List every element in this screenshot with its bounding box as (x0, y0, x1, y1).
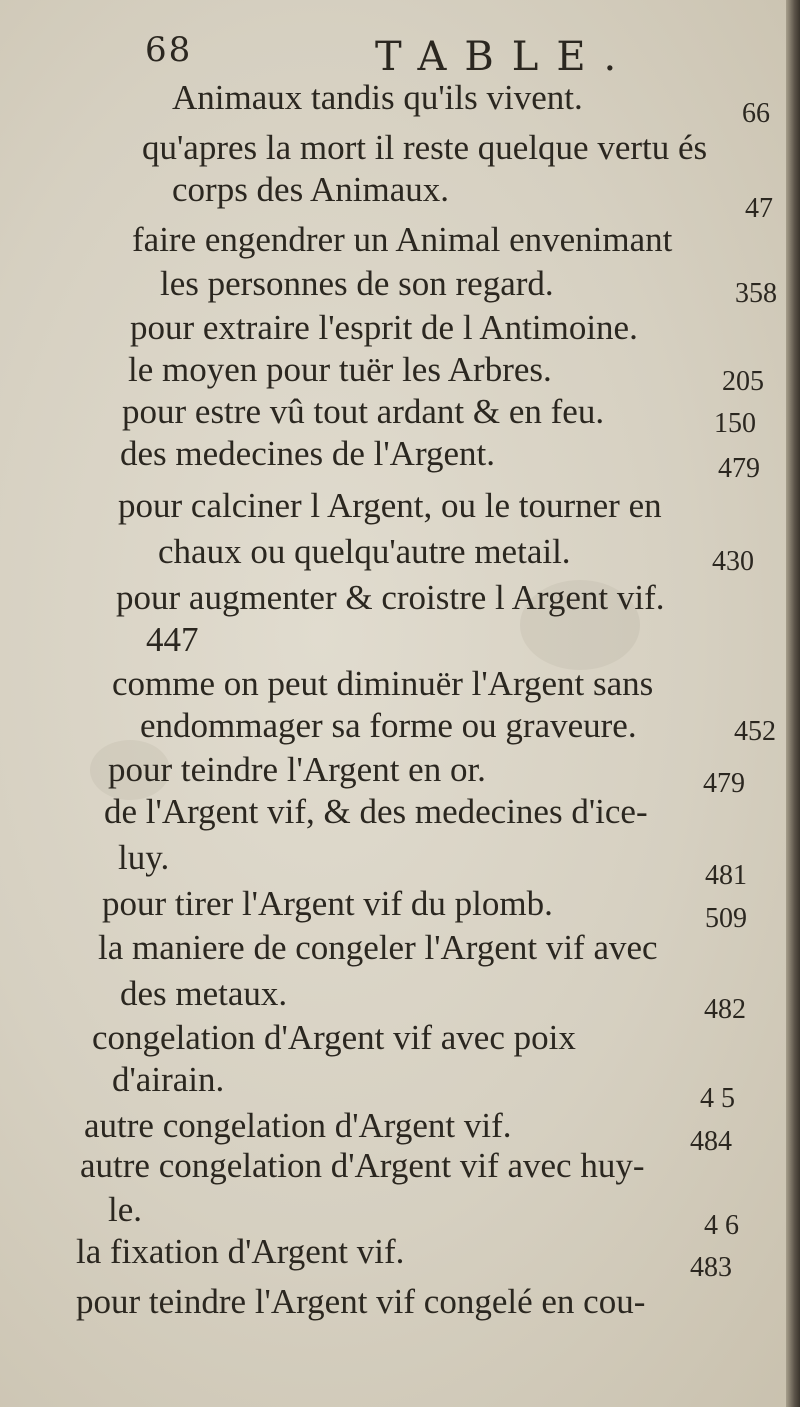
entry-line: autre congelation d'Argent vif. (84, 1106, 512, 1145)
entry-line: pour calciner l Argent, ou le tourner en (118, 486, 662, 525)
entry-page-ref: 452 (734, 716, 776, 747)
page-title: TABLE. (375, 34, 635, 80)
entry-line: pour teindre l'Argent en or. (108, 750, 486, 789)
entry-page-ref: 150 (714, 408, 756, 439)
entry-page-ref: 4 6 (704, 1210, 739, 1241)
entry-page-ref: 479 (703, 768, 745, 799)
entry-line: faire engendrer un Animal envenimant (132, 220, 673, 259)
entry-line: autre congelation d'Argent vif avec huy- (80, 1146, 645, 1185)
entry-page-ref: 358 (735, 278, 777, 309)
entry-line: des metaux. (120, 974, 288, 1013)
entry-line: pour estre vû tout ardant & en feu. (122, 392, 605, 431)
entry-page-ref: 479 (718, 453, 760, 484)
entry-page-ref: 484 (690, 1126, 732, 1157)
entry-line: la maniere de congeler l'Argent vif avec (98, 928, 658, 967)
entry-line: endommager sa forme ou graveure. (140, 706, 637, 745)
entry-line: la fixation d'Argent vif. (76, 1232, 405, 1271)
entry-line: chaux ou quelqu'autre metail. (158, 532, 571, 571)
entry-page-ref: 509 (705, 903, 747, 934)
entry-line: de l'Argent vif, & des medecines d'ice- (104, 792, 648, 831)
entry-line: d'airain. (112, 1060, 225, 1099)
entry-page-ref: 66 (742, 98, 770, 129)
entry-page-ref: 4 5 (700, 1083, 735, 1114)
entry-line: des medecines de l'Argent. (120, 434, 495, 473)
entry-line: les personnes de son regard. (160, 264, 554, 303)
entry-page-ref: 205 (722, 366, 764, 397)
entry-line: pour extraire l'esprit de l Antimoine. (130, 308, 638, 347)
entry-line: comme on peut diminuër l'Argent sans (112, 664, 654, 703)
page-edge-shadow (786, 0, 800, 1407)
entry-page-ref: 483 (690, 1252, 732, 1283)
entry-line: pour augmenter & croistre l Argent vif. (116, 578, 665, 617)
entry-line: pour tirer l'Argent vif du plomb. (102, 884, 553, 923)
page-number: 68 (145, 30, 193, 70)
entry-line: pour teindre l'Argent vif congelé en cou- (76, 1282, 646, 1321)
entry-line: le. (108, 1190, 143, 1229)
entry-page-ref: 430 (712, 546, 754, 577)
entry-line: corps des Animaux. (172, 170, 450, 209)
entry-line: 447 (146, 620, 199, 659)
entry-line: congelation d'Argent vif avec poix (92, 1018, 576, 1057)
entry-page-ref: 47 (745, 193, 773, 224)
entry-line: luy. (118, 838, 170, 877)
entry-line: le moyen pour tuër les Arbres. (128, 350, 552, 389)
entry-page-ref: 481 (705, 860, 747, 891)
entry-line: qu'apres la mort il reste quelque vertu és (142, 128, 708, 167)
entry-page-ref: 482 (704, 994, 746, 1025)
entry-line: Animaux tandis qu'ils vivent. (172, 78, 583, 117)
